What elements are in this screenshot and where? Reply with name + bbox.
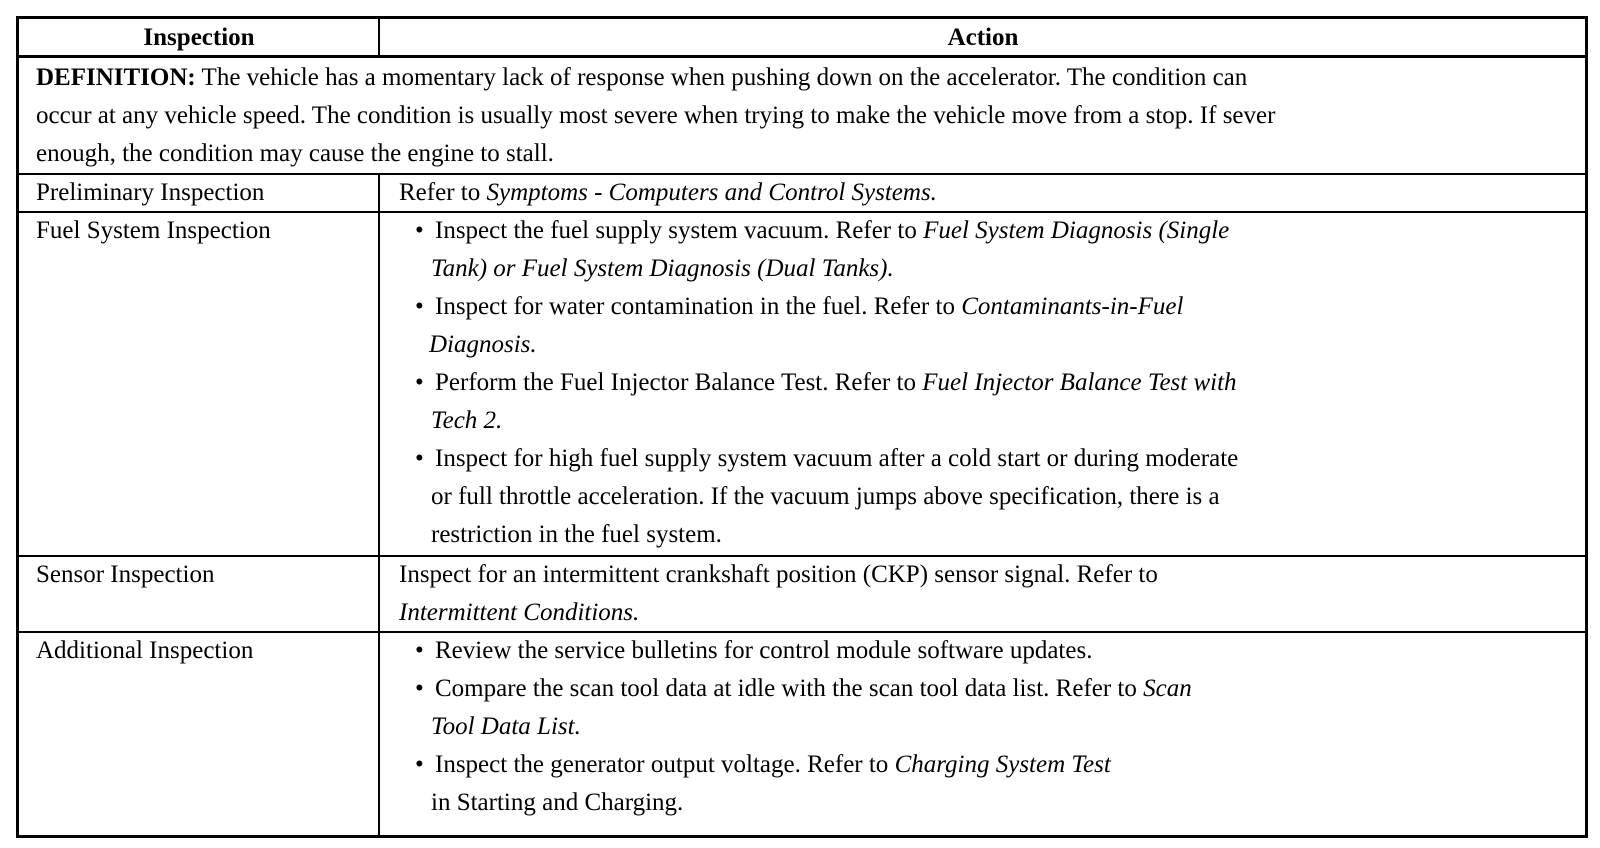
bullet-glyph: •	[415, 637, 424, 664]
header-inspection: Inspection	[143, 24, 255, 51]
fuel-b2-ref-cont: Diagnosis.	[429, 331, 537, 358]
bullet-glyph: •	[415, 293, 424, 320]
column-divider	[378, 173, 380, 835]
fuel-b2-text: Inspect for water contamination in the fuel. Refer to	[435, 293, 962, 320]
additional-b2-ref-cont: Tool Data List.	[431, 713, 581, 740]
bullet-glyph: •	[415, 217, 424, 244]
fuel-b1-ref: Fuel System Diagnosis (Single	[923, 217, 1230, 244]
row-sensor-name: Sensor Inspection	[36, 561, 215, 588]
row-fuel-name: Fuel System Inspection	[36, 217, 271, 244]
header-divider	[378, 19, 380, 56]
preliminary-action-text: Refer to	[399, 179, 487, 206]
fuel-b4-line-3: restriction in the fuel system.	[431, 521, 722, 548]
definition-line-2: occur at any vehicle speed. The condition is usually most severe when trying to make the vehicle move from a stop. If sever	[36, 102, 1276, 129]
fuel-b2-ref: Contaminants-in-Fuel	[961, 293, 1184, 320]
definition-text	[36, 59, 1275, 173]
additional-b3-line-2: in Starting and Charging.	[431, 789, 684, 816]
sensor-ref: Intermittent Conditions.	[399, 599, 640, 626]
bullet-glyph: •	[415, 445, 424, 472]
additional-b2-text: Compare the scan tool data at idle with the scan tool data list. Refer to	[435, 675, 1144, 702]
definition-line-1: The vehicle has a momentary lack of response when pushing down on the accelerator. The condition can	[195, 64, 1248, 91]
additional-b3-ref: Charging System Test	[894, 751, 1111, 778]
header-action: Action	[947, 24, 1019, 51]
fuel-b3-text: Perform the Fuel Injector Balance Test. Refer to	[435, 369, 923, 396]
header-bottom-rule	[19, 55, 1585, 58]
preliminary-action-ref: Symptoms - Computers and Control Systems.	[486, 179, 937, 206]
fuel-b3-ref: Fuel Injector Balance Test with	[922, 369, 1237, 396]
additional-b1-text: Review the service bulletins for control module software updates.	[435, 637, 1093, 664]
bullet-glyph: •	[415, 751, 424, 778]
row-sensor-action	[399, 556, 1158, 632]
bullet-glyph: •	[415, 369, 424, 396]
definition-label: DEFINITION:	[36, 64, 196, 91]
definition-line-3: enough, the condition may cause the engine to stall.	[36, 140, 554, 167]
fuel-b4-line-2: or full throttle acceleration. If the vacuum jumps above specification, there is a	[431, 483, 1220, 510]
fuel-b3-ref-cont: Tech 2.	[431, 407, 503, 434]
row-additional-name: Additional Inspection	[36, 637, 254, 664]
sensor-line-1: Inspect for an intermittent crankshaft position (CKP) sensor signal. Refer to	[399, 561, 1158, 588]
bullet-glyph: •	[415, 675, 424, 702]
fuel-b4-line-1: Inspect for high fuel supply system vacuum after a cold start or during moderate	[435, 445, 1239, 472]
row-preliminary-action	[399, 174, 937, 212]
additional-b3-text: Inspect the generator output voltage. Refer to	[435, 751, 895, 778]
fuel-b1-ref-cont: Tank) or Fuel System Diagnosis (Dual Tanks).	[431, 255, 894, 282]
inspection-table	[16, 16, 1588, 838]
additional-b2-ref: Scan	[1143, 675, 1192, 702]
row-preliminary-name: Preliminary Inspection	[36, 179, 265, 206]
fuel-b1-text: Inspect the fuel supply system vacuum. Refer to	[435, 217, 924, 244]
